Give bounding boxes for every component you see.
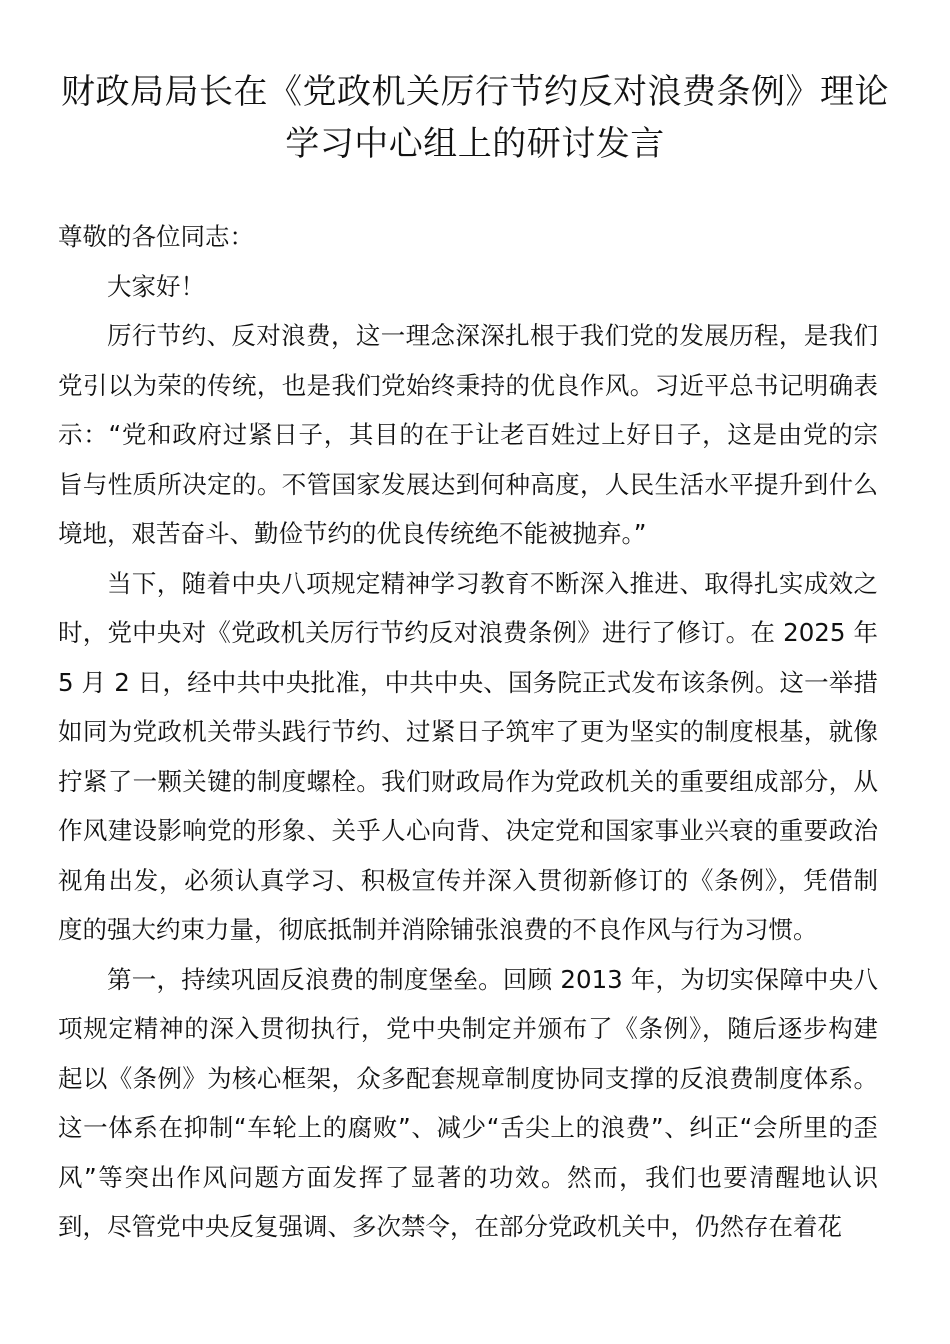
document-title: 财政局局长在《党政机关厉行节约反对浪费条例》理论学习中心组上的研讨发言 xyxy=(61,72,889,164)
paragraph-background: 当下，随着中央八项规定精神学习教育不断深入推进、取得扎实成效之时，党中央对《党政机关厉行节约反对浪费条例》进行了修订。在 2025 年 5 月 2 日，经中共中央批准，中共中央、国务院正式发布该条例。这一举措如同为党政机关带头践行节约、过紧日子筑牢了更为坚实的制度根基，就像拧紧了一颗关键的制度螺栓。我们财政局作为党政机关的重要组成部分，从作风建设影响党的形象、关乎人心向背、决定党和国家事业兴衰的重要政治视角出发，必须认真学习、积极宣传并深入贯彻新修订的《条例》，凭借制度的强大约束力量，彻底抵制并消除铺张浪费的不良作风与行为习惯。 xyxy=(58,568,878,944)
document-body xyxy=(58,212,878,1252)
paragraph-first-point: 第一，持续巩固反浪费的制度堡垒。回顾 2013 年，为切实保障中央八项规定精神的深入贯彻执行，党中央制定并颁布了《条例》，随后逐步构建起以《条例》为核心框架，众多配套规章制度协同支撑的反浪费制度体系。这一体系在抑制“车轮上的腐败”、减少“舌尖上的浪费”、纠正“会所里的歪风”等突出作风问题方面发挥了显著的功效。然而，我们也要清醒地认识到，尽管党中央反复强调、多次禁令，在部分党政机关中，仍然存在着花 xyxy=(58,964,878,1241)
paragraph-intro: 厉行节约、反对浪费，这一理念深深扎根于我们党的发展历程，是我们党引以为荣的传统，也是我们党始终秉持的优良作风。习近平总书记明确表示：“党和政府过紧日子，其目的在于让老百姓过上好日子，这是由党的宗旨与性质所决定的。不管国家发展达到何种高度，人民生活水平提升到什么境地，艰苦奋斗、勤俭节约的优良传统绝不能被抛弃。” xyxy=(58,321,878,548)
paragraph-greeting: 大家好！ xyxy=(107,271,205,301)
salutation: 尊敬的各位同志： xyxy=(58,222,254,251)
